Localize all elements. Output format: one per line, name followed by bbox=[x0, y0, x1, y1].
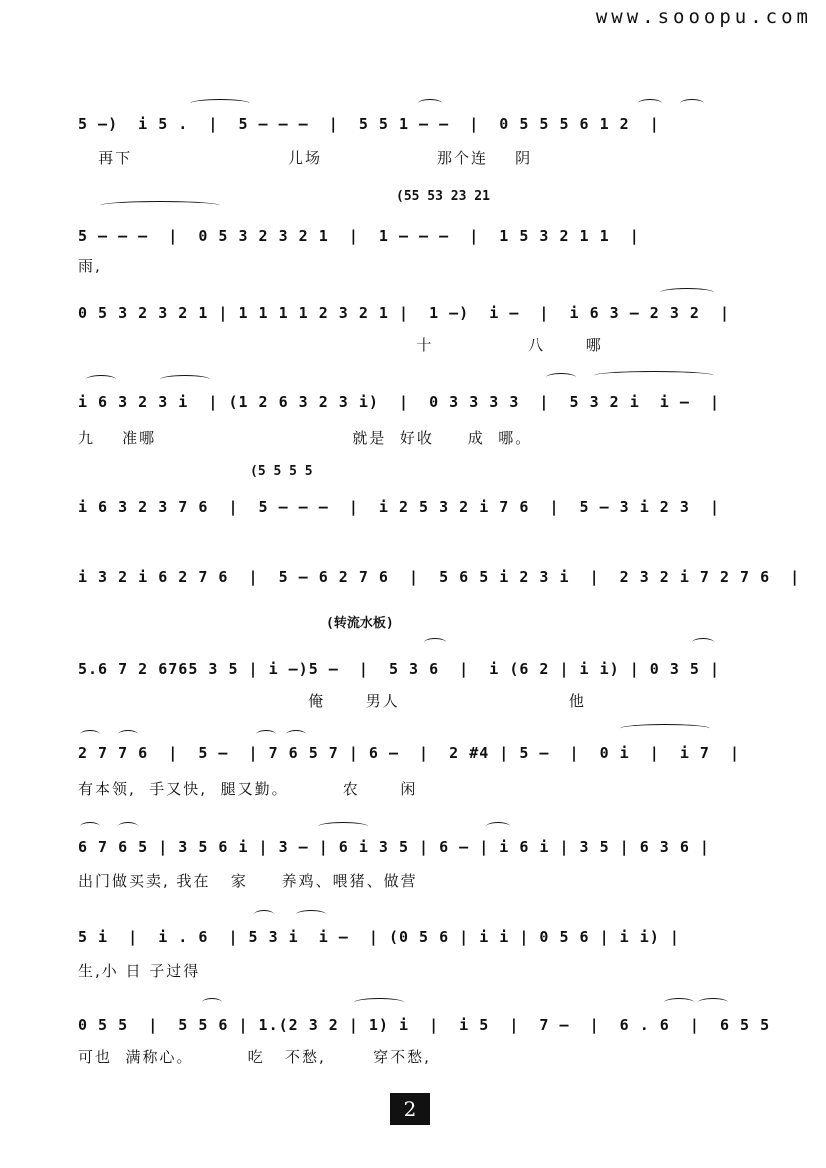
score-system-8 bbox=[0, 712, 826, 802]
notation-line: 5 i | i . 6 | 5 3 i i — | (0 5 6 | i i | 0 5 6 | i i) | bbox=[78, 928, 680, 946]
score-system-9 bbox=[0, 808, 826, 898]
slur bbox=[424, 638, 446, 647]
slur bbox=[254, 910, 274, 919]
notation-line: i 6 3 2 3 7 6 | 5 — — — | i 2 5 3 2 i 7 6 | 5 — 3 i 2 3 | bbox=[78, 498, 720, 516]
slur bbox=[160, 375, 210, 384]
slur bbox=[202, 998, 222, 1007]
slur bbox=[692, 638, 714, 647]
notation-line: 2 7 7 6 | 5 — | 7 6 5 7 | 6 — | 2 #4 | 5 — | 0 i | i 7 | bbox=[78, 744, 741, 762]
page-number: 2 bbox=[390, 1093, 430, 1125]
slur bbox=[118, 822, 138, 831]
slur bbox=[318, 822, 368, 831]
notation-line: 5.6 7 2 6765 3 5 | i —)5 — | 5 3 6 | i (6 2 | i i) | 0 3 5 | bbox=[78, 660, 720, 678]
slur bbox=[86, 375, 116, 384]
lyric-line: 九 准哪 就是 好收 成 哪。 bbox=[78, 429, 533, 447]
slur bbox=[418, 99, 442, 108]
lyric-line: 出门做买卖, 我在 家 养鸡、喂猪、做营 bbox=[78, 872, 418, 890]
slur bbox=[638, 99, 662, 108]
slur bbox=[100, 201, 220, 210]
slur bbox=[80, 730, 100, 739]
notation-line: i 6 3 2 3 i | (1 2 6 3 2 3 i) | 0 3 3 3 3 | 5 3 2 i i — | bbox=[78, 393, 720, 411]
notation-line: i 3 2 i 6 2 7 6 | 5 — 6 2 7 6 | 5 6 5 i 2 3 i | 2 3 2 i 7 2 7 6 | bbox=[78, 568, 801, 586]
notation-line: 5 — — — | 0 5 3 2 3 2 1 | 1 — — — | 1 5 3 2 1 1 | bbox=[78, 227, 640, 245]
slur bbox=[680, 99, 704, 108]
slur bbox=[118, 730, 138, 739]
lyric-line: 生,小 日 子过得 bbox=[78, 962, 201, 980]
lyric-line: 再下 儿场 那个连 阴 bbox=[78, 149, 533, 167]
slur bbox=[286, 730, 306, 739]
slur bbox=[80, 822, 100, 831]
website-header: www.sooopu.com bbox=[595, 6, 812, 28]
score-system-5 bbox=[0, 460, 826, 550]
slur bbox=[546, 373, 576, 382]
lyric-line: 十 八 哪 bbox=[78, 336, 603, 354]
score-system-2 bbox=[0, 185, 826, 275]
prelude-notes: (5 5 5 5 bbox=[250, 464, 313, 479]
lyric-line: 俺 男人 他 bbox=[78, 692, 586, 710]
slur bbox=[296, 910, 326, 919]
slur bbox=[486, 822, 510, 831]
score-system-7 bbox=[0, 608, 826, 710]
slur bbox=[698, 998, 728, 1007]
slur bbox=[190, 99, 250, 108]
score-system-10 bbox=[0, 900, 826, 990]
slur bbox=[664, 998, 694, 1007]
tempo-marking: (转流水板) bbox=[326, 616, 394, 631]
lyric-line: 可也 满称心。 吃 不愁, 穿不愁, bbox=[78, 1048, 431, 1066]
score-system-1 bbox=[0, 95, 826, 185]
notation-line: 0 5 3 2 3 2 1 | 1 1 1 1 2 3 2 1 | 1 —) i — | i 6 3 — 2 3 2 | bbox=[78, 304, 730, 322]
slur bbox=[594, 371, 714, 380]
slur bbox=[256, 730, 276, 739]
slur bbox=[354, 998, 404, 1007]
score-system-4 bbox=[0, 365, 826, 455]
lyric-line: 有本领, 手又快, 腿又勤。 农 闲 bbox=[78, 780, 418, 798]
lyric-line: 雨, bbox=[78, 257, 102, 275]
slur bbox=[620, 724, 710, 733]
notation-line: 5 —) i 5 . | 5 — — — | 5 5 1 — — | 0 5 5 5 6 1 2 | bbox=[78, 115, 660, 133]
slur bbox=[660, 288, 714, 297]
score-system-3 bbox=[0, 280, 826, 370]
notation-line: 0 5 5 | 5 5 6 | 1.(2 3 2 | 1) i | i 5 | 7 — | 6 . 6 | 6 5 5 bbox=[78, 1016, 771, 1034]
notation-line: 6 7 6 5 | 3 5 6 i | 3 — | 6 i 3 5 | 6 — | i 6 i | 3 5 | 6 3 6 | bbox=[78, 838, 710, 856]
score-system-11 bbox=[0, 990, 826, 1080]
prelude-notes: (55 53 23 21 bbox=[396, 189, 490, 204]
